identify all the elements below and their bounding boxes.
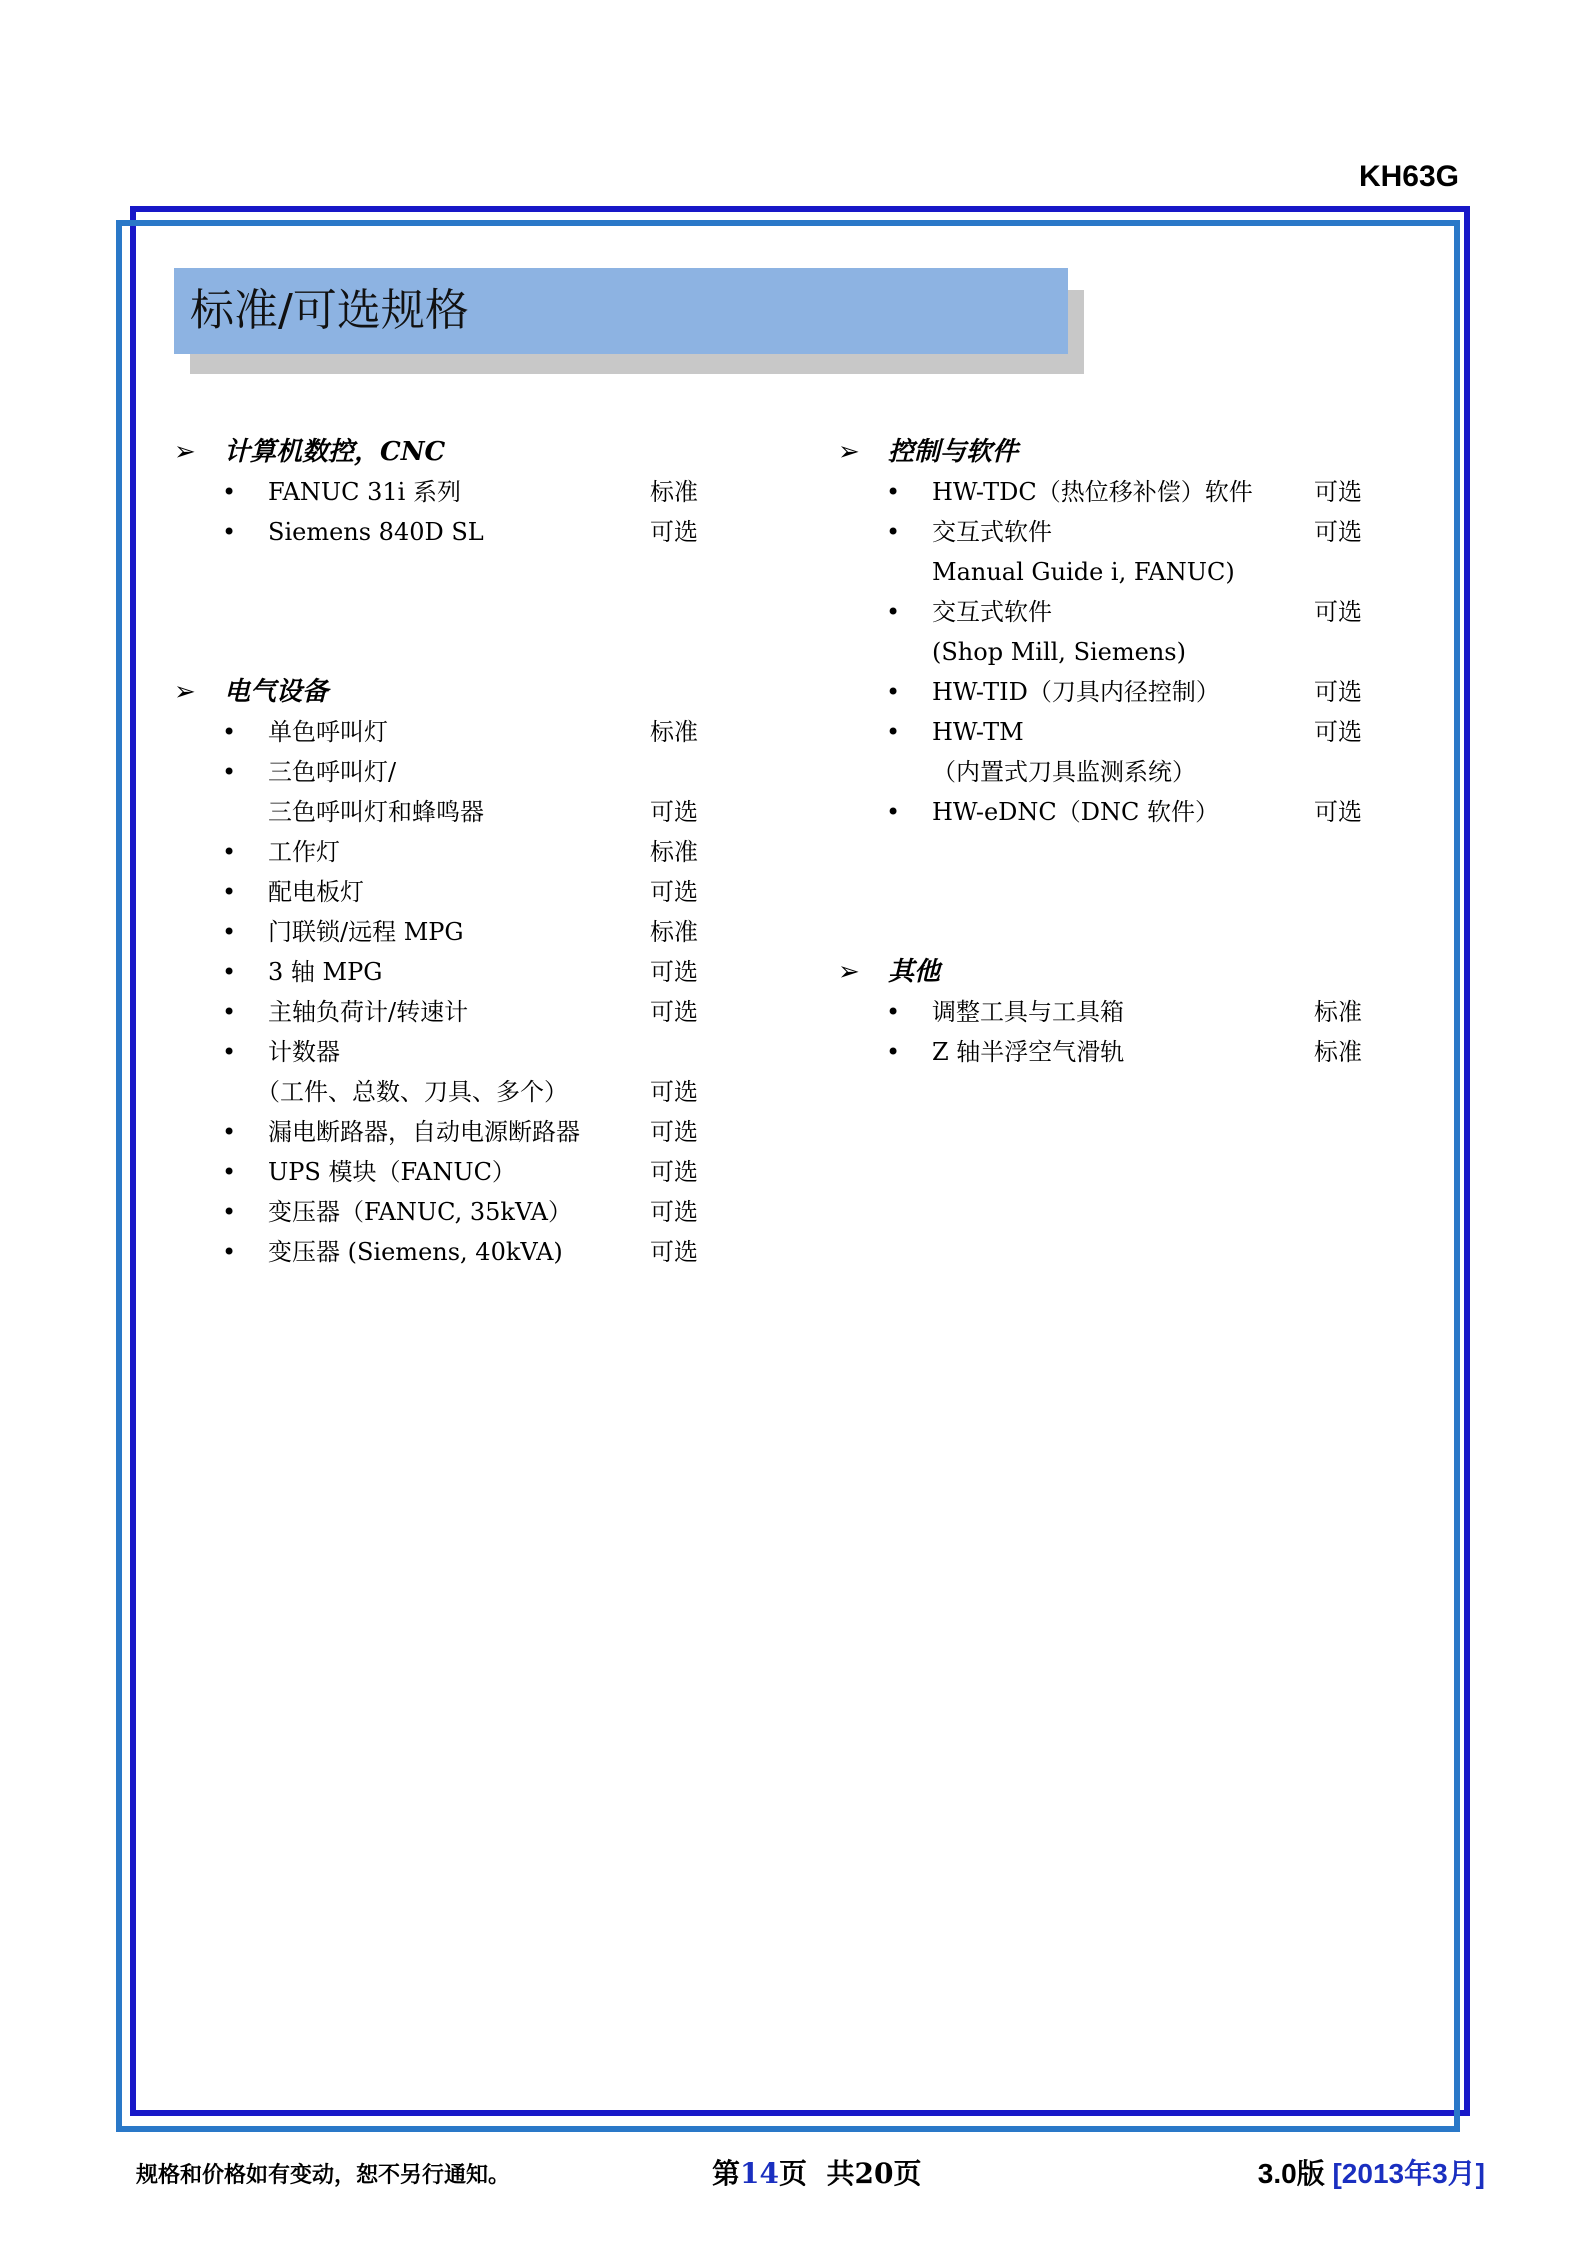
bullet-icon: • xyxy=(222,1198,237,1226)
item-label: 变压器（FANUC, 35kVA） xyxy=(268,1198,573,1226)
arrow-bullet-icon: ➢ xyxy=(174,677,196,707)
list-item-continuation xyxy=(838,752,1398,792)
list-item-continuation xyxy=(838,632,1398,672)
item-status: 可选 xyxy=(1314,518,1362,546)
item-label: （内置式刀具监测系统） xyxy=(932,758,1196,786)
item-label: 配电板灯 xyxy=(268,878,364,906)
section-others xyxy=(838,952,1398,1072)
item-label: (Shop Mill, Siemens) xyxy=(932,638,1186,666)
bullet-icon: • xyxy=(222,1118,237,1146)
bullet-icon: • xyxy=(886,718,901,746)
bullet-icon: • xyxy=(222,758,237,786)
arrow-bullet-icon: ➢ xyxy=(838,957,860,987)
item-status: 可选 xyxy=(650,958,698,986)
item-status: 可选 xyxy=(1314,678,1362,706)
list-item xyxy=(838,712,1398,752)
page-total: 20 xyxy=(854,2157,894,2190)
page-prefix: 第 xyxy=(712,2157,741,2190)
bullet-icon: • xyxy=(886,478,901,506)
item-label: HW-eDNC（DNC 软件） xyxy=(932,798,1220,826)
item-status: 标准 xyxy=(650,478,698,506)
bullet-icon: • xyxy=(222,878,237,906)
bullet-icon: • xyxy=(222,1158,237,1186)
document-model: KH63G xyxy=(1358,160,1459,193)
item-status: 标准 xyxy=(650,718,698,746)
section-heading xyxy=(174,672,734,712)
item-label: 三色呼叫灯/ xyxy=(268,758,397,786)
item-label: Z 轴半浮空气滑轨 xyxy=(932,1038,1125,1066)
item-label: 3 轴 MPG xyxy=(268,958,383,986)
item-status: 可选 xyxy=(1314,718,1362,746)
list-item xyxy=(174,472,734,512)
list-item xyxy=(174,1112,734,1152)
bullet-icon: • xyxy=(886,998,901,1026)
footer-page-number xyxy=(712,2152,921,2192)
version-label: 3.0版 xyxy=(1257,2158,1325,2189)
section-heading xyxy=(174,432,734,472)
item-label: 主轴负荷计/转速计 xyxy=(268,998,469,1026)
item-status: 可选 xyxy=(1314,798,1362,826)
page-middle: 页 共 xyxy=(778,2157,855,2190)
bullet-icon: • xyxy=(222,998,237,1026)
list-item xyxy=(838,512,1398,552)
bullet-icon: • xyxy=(886,1038,901,1066)
item-status: 标准 xyxy=(650,838,698,866)
arrow-bullet-icon: ➢ xyxy=(838,437,860,467)
item-status: 可选 xyxy=(1314,478,1362,506)
item-status: 可选 xyxy=(650,1198,698,1226)
list-item xyxy=(174,992,734,1032)
section-cnc xyxy=(174,432,734,552)
section-title: 电气设备 xyxy=(224,677,329,707)
footer-notice: 规格和价格如有变动，恕不另行通知。 xyxy=(136,2163,511,2188)
bullet-icon: • xyxy=(886,678,901,706)
item-label: Manual Guide i, FANUC) xyxy=(932,558,1235,586)
list-item xyxy=(174,832,734,872)
section-heading xyxy=(838,952,1398,992)
bullet-icon: • xyxy=(222,518,237,546)
version-date: [2013年3月] xyxy=(1332,2158,1485,2189)
item-label: Siemens 840D SL xyxy=(268,518,484,546)
item-label: HW-TID（刀具内径控制） xyxy=(932,678,1220,706)
bullet-icon: • xyxy=(886,518,901,546)
item-label: 计数器 xyxy=(268,1038,340,1066)
footer-version xyxy=(1258,2152,1485,2192)
page-current: 14 xyxy=(740,2157,779,2190)
bullet-icon: • xyxy=(222,1238,237,1266)
item-status: 标准 xyxy=(1314,1038,1362,1066)
item-label: 漏电断路器，自动电源断路器 xyxy=(268,1118,580,1146)
bullet-icon: • xyxy=(222,478,237,506)
list-item xyxy=(174,912,734,952)
section-heading xyxy=(838,432,1398,472)
list-item xyxy=(174,1232,734,1272)
item-label: 工作灯 xyxy=(268,838,340,866)
item-label: 变压器 (Siemens, 40kVA) xyxy=(268,1238,563,1266)
left-column xyxy=(174,432,734,1272)
section-title: 控制与软件 xyxy=(888,437,1019,467)
bullet-icon: • xyxy=(222,838,237,866)
list-item-continuation xyxy=(174,1072,734,1112)
list-item xyxy=(174,872,734,912)
list-item xyxy=(838,672,1398,712)
item-status: 可选 xyxy=(650,1118,698,1146)
item-status: 可选 xyxy=(650,798,698,826)
list-item xyxy=(174,1192,734,1232)
item-label: UPS 模块（FANUC） xyxy=(268,1158,516,1186)
item-status: 标准 xyxy=(1314,998,1362,1026)
page-suffix: 页 xyxy=(893,2157,922,2190)
bullet-icon: • xyxy=(886,598,901,626)
bullet-icon: • xyxy=(222,918,237,946)
item-status: 可选 xyxy=(1314,598,1362,626)
item-label: （工件、总数、刀具、多个） xyxy=(256,1078,568,1106)
section-control-software xyxy=(838,432,1398,832)
list-item xyxy=(838,792,1398,832)
item-status: 可选 xyxy=(650,998,698,1026)
page-title: 标准/可选规格 xyxy=(174,268,1068,354)
bullet-icon: • xyxy=(222,1038,237,1066)
arrow-bullet-icon: ➢ xyxy=(174,437,196,467)
item-label: HW-TM xyxy=(932,718,1024,746)
list-item xyxy=(174,752,734,792)
item-status: 标准 xyxy=(650,918,698,946)
item-status: 可选 xyxy=(650,1078,698,1106)
item-status: 可选 xyxy=(650,518,698,546)
right-column xyxy=(838,432,1398,1072)
item-status: 可选 xyxy=(650,878,698,906)
list-item xyxy=(838,592,1398,632)
list-item-continuation xyxy=(174,792,734,832)
list-item xyxy=(174,952,734,992)
item-label: 交互式软件 xyxy=(932,518,1052,546)
item-label: 门联锁/远程 MPG xyxy=(268,918,464,946)
item-status: 可选 xyxy=(650,1158,698,1186)
item-label: 三色呼叫灯和蜂鸣器 xyxy=(268,798,484,826)
list-item xyxy=(838,1032,1398,1072)
section-title: 计算机数控，CNC xyxy=(224,437,446,467)
item-label: 单色呼叫灯 xyxy=(268,718,388,746)
list-item xyxy=(838,992,1398,1032)
bullet-icon: • xyxy=(886,798,901,826)
list-item xyxy=(838,472,1398,512)
item-status: 可选 xyxy=(650,1238,698,1266)
section-electrical xyxy=(174,672,734,1272)
list-item xyxy=(174,512,734,552)
list-item xyxy=(174,1152,734,1192)
bullet-icon: • xyxy=(222,958,237,986)
item-label: FANUC 31i 系列 xyxy=(268,478,461,506)
list-item xyxy=(174,712,734,752)
list-item-continuation xyxy=(838,552,1398,592)
item-label: 调整工具与工具箱 xyxy=(932,998,1124,1026)
section-title: 其他 xyxy=(888,957,941,987)
item-label: HW-TDC（热位移补偿）软件 xyxy=(932,478,1253,506)
item-label: 交互式软件 xyxy=(932,598,1052,626)
bullet-icon: • xyxy=(222,718,237,746)
list-item xyxy=(174,1032,734,1072)
